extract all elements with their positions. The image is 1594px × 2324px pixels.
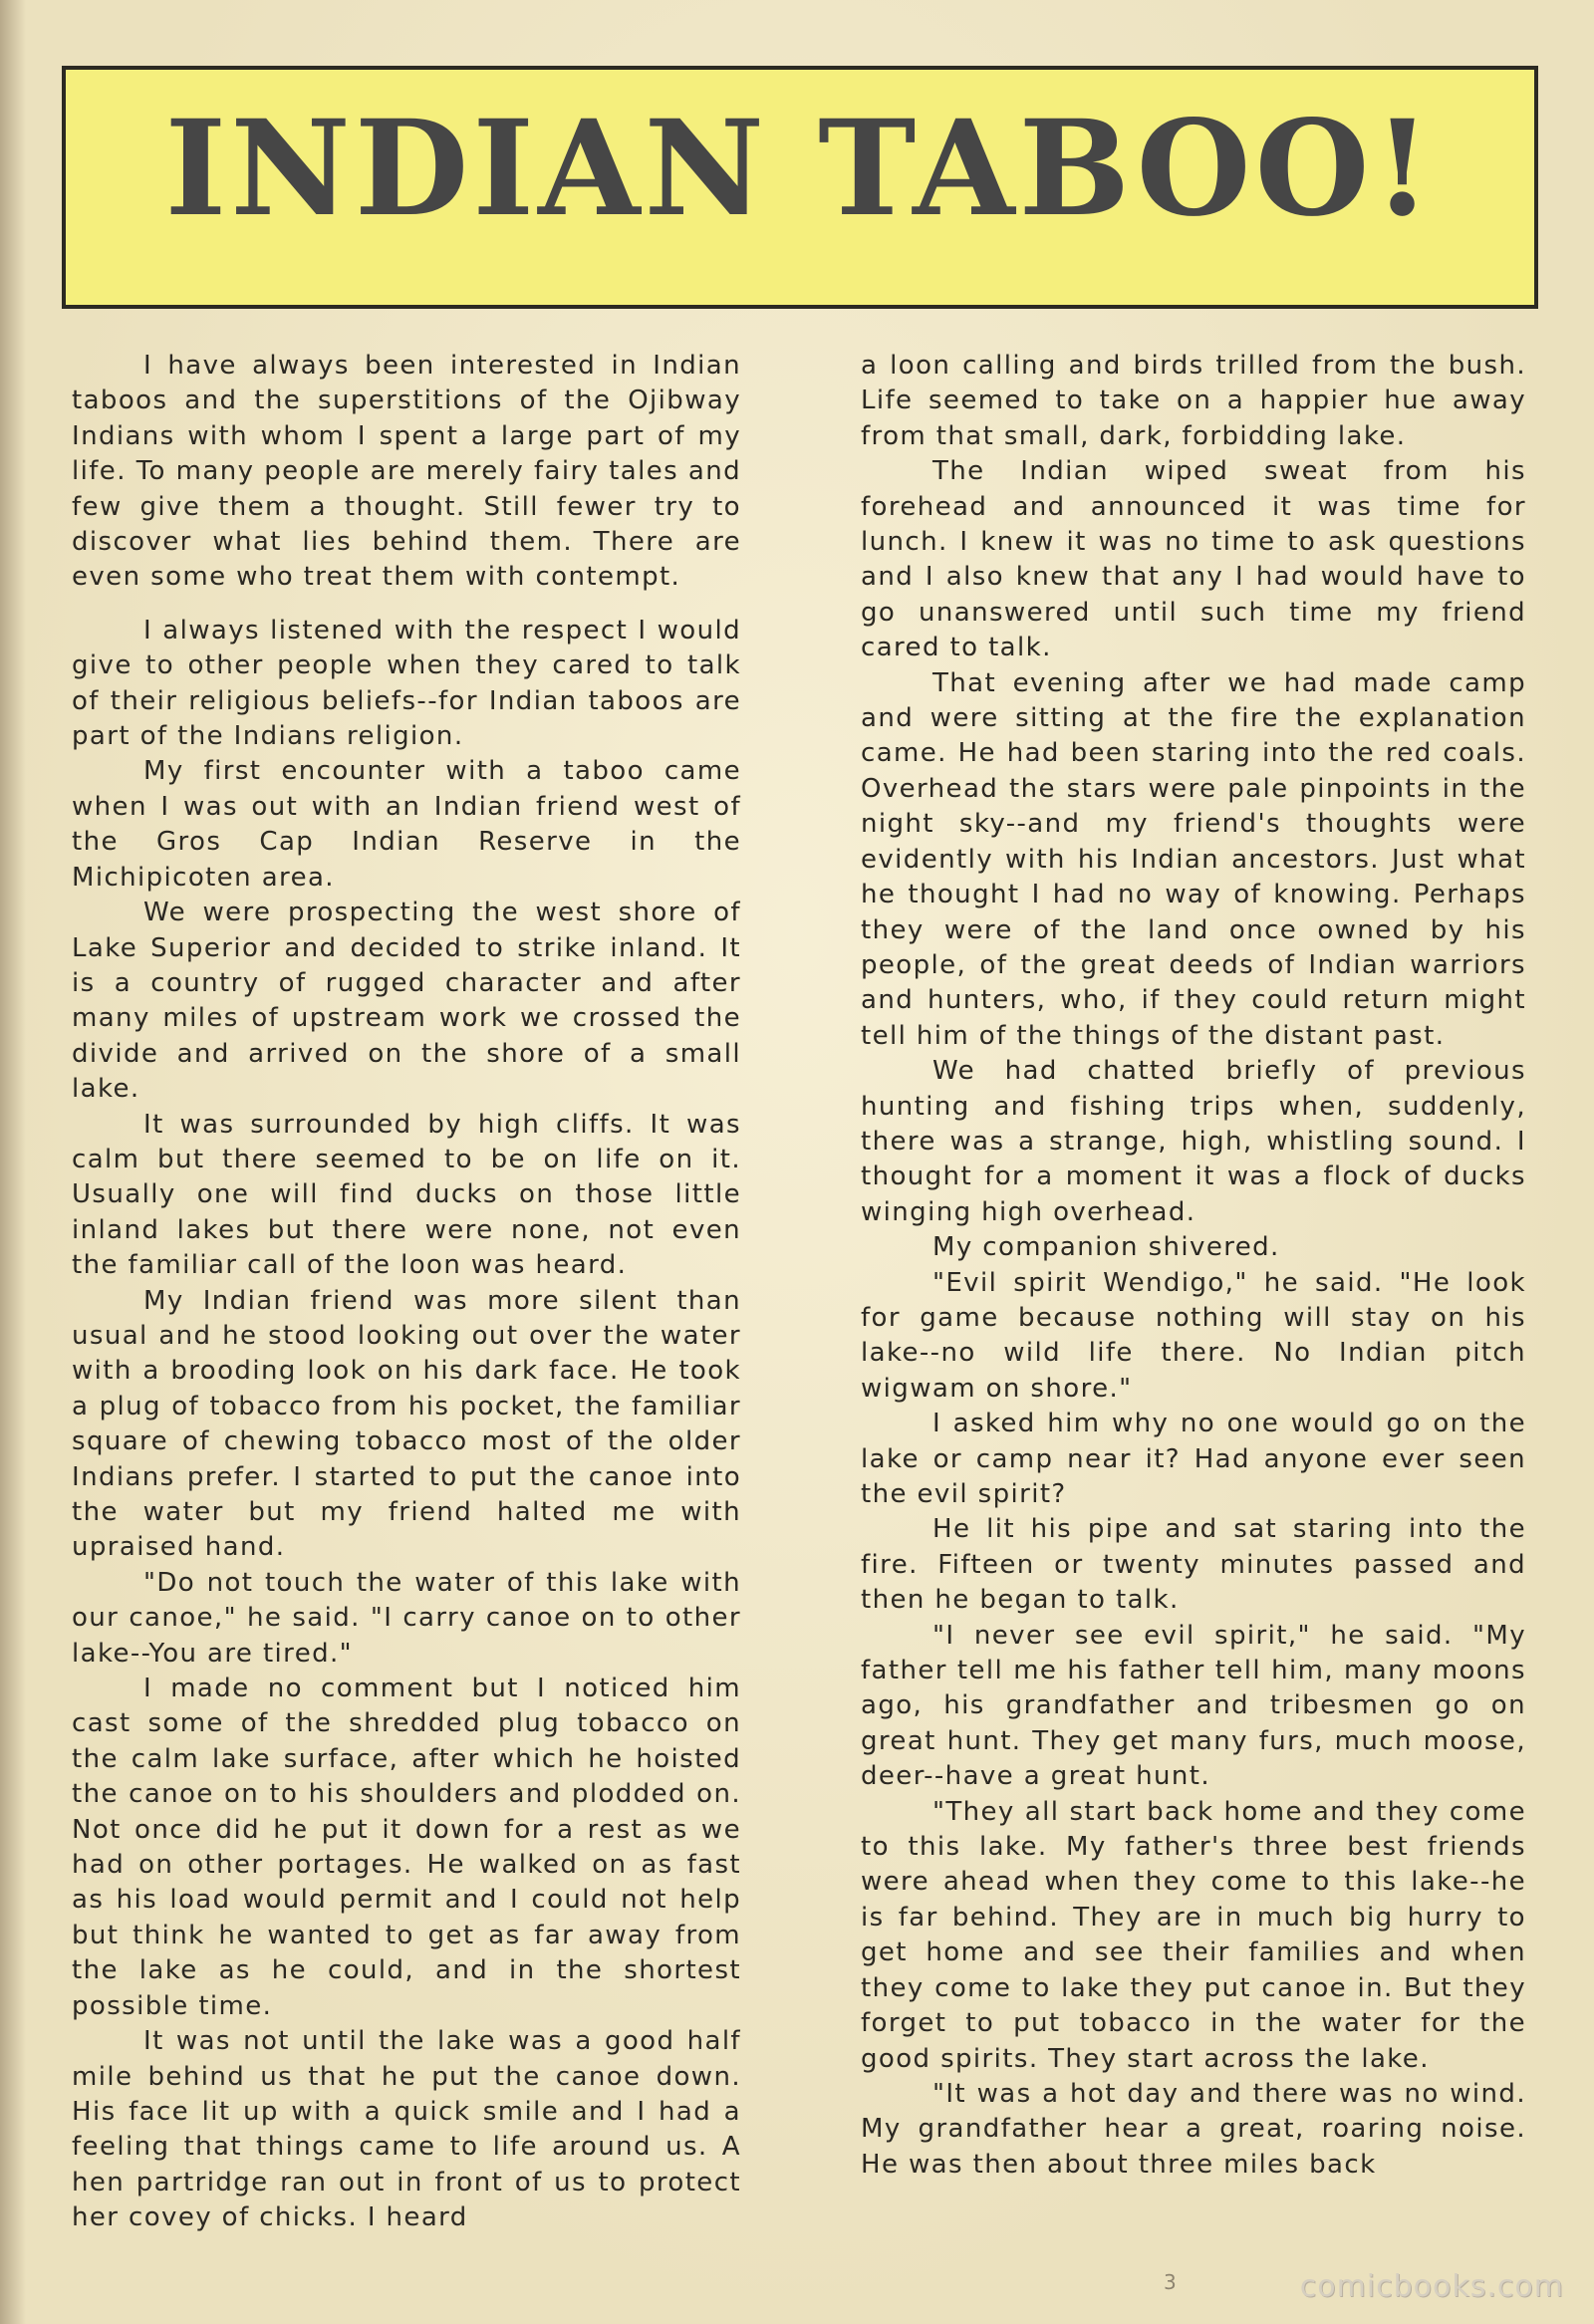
paragraph: We had chatted briefly of previous hunting and fishing trips when, suddenly, there was a strange, high, whistling sound. I thought for a moment it was a flock of ducks winging high overhead.	[861, 1056, 1526, 1227]
paragraph: I always listened with the respect I would give to other people when they cared to talk of their religious beliefs--for Indian taboos are part of the Indians religion.	[72, 615, 741, 752]
page-number: 3	[1164, 2270, 1177, 2294]
paragraph: "Evil spirit Wendigo," he said. "He look for game because nothing will stay on his lake--no wild life there. No Indian pitch wigwam on shore."	[861, 1267, 1526, 1404]
paragraph: I asked him why no one would go on the lake or camp near it? Had anyone ever seen the evil spirit?	[861, 1409, 1526, 1509]
paragraph: That evening after we had made camp and were sitting at the fire the explanation came. He had been staring into the red coals. Overhead the stars were pale pinpoints in the night sky--and my friend's thoughts were evidently with his Indian ancestors. Just what he thought I had no way of knowing. Perhaps they were of the land once owned by his people, of the great deeds of Indian warriors and hunters, who, if they could return might tell him of the things of the distant past.	[861, 667, 1526, 1051]
paragraph: "It was a hot day and there was no wind. My grandfather hear a great, roaring noise. He was then about three miles back	[861, 2078, 1526, 2180]
paragraph: I have always been interested in Indian taboos and the superstitions of the Ojibway Indians with whom I spent a large part of my life. To many people are merely fairy tales and few give them a thought. Still fewer try to discover what lies behind them. There are even some who treat them with contempt.	[72, 351, 741, 593]
paragraph: My Indian friend was more silent than usual and he stood looking out over the water with a brooding look on his dark face. He took a plug of tobacco from his pocket, the familiar square of chewing tobacco most of the older Indians prefer. I started to put the canoe into the water but my friend halted me with upraised hand.	[72, 1285, 741, 1563]
paragraph: We were prospecting the west shore of Lake Superior and decided to strike inland. It is a country of rugged character and after many miles of upstream work we crossed the divide and arrived on the shore of a small lake.	[72, 898, 741, 1105]
title-banner	[62, 66, 1538, 309]
paragraph: It was surrounded by high cliffs. It was calm but there seemed to be on life on it. Usually one will find ducks on those little inland lakes but there were none, not even the familiar call of the loon was heard.	[72, 1109, 741, 1281]
right-text-column	[861, 349, 1526, 2183]
paragraph: I made no comment but I noticed him cast some of the shredded plug tobacco on the calm lake surface, after which he hoisted the canoe on to his shoulders and plodded on. Not once did he put it down for a rest as we had on other portages. He walked on as fast as his load would permit and I could not help but think he wanted to get as far away from the lake as he could, and in the shortest possible time.	[72, 1674, 741, 2021]
watermark: comicbooks.com	[1299, 2269, 1564, 2304]
paragraph: My first encounter with a taboo came when I was out with an Indian friend west of the Gros Cap Indian Reserve in the Michipicoten area.	[72, 756, 741, 893]
page-spine-shadow	[0, 0, 26, 2324]
paragraph: The Indian wiped sweat from his forehead and announced it was time for lunch. I knew it was no time to ask questions and I also knew that any I had would have to go unanswered until such time my friend cared to talk.	[861, 456, 1526, 663]
paragraph: "They all start back home and they come to this lake. My father's three best friends were ahead when they come to this lake--he is far behind. They are in much big hurry to get home and see their families and when they come to lake they put canoe in. But they forget to put tobacco in the water for the good spirits. They start across the lake.	[861, 1796, 1526, 2074]
paragraph: a loon calling and birds trilled from the bush. Life seemed to take on a happier hue away from that small, dark, forbidding lake.	[861, 351, 1526, 451]
paragraph: It was not until the lake was a good half mile behind us that he put the canoe down. His face lit up with a quick smile and I had a feeling that things came to life around us. A hen partridge ran out in front of us to protect her covey of chicks. I heard	[72, 2026, 741, 2233]
paragraph: My companion shivered.	[932, 1232, 1280, 1263]
paragraph: "I never see evil spirit," he said. "My father tell me his father tell him, many moons ago, his grandfather and tribesmen go on great hunt. They get many furs, much moose, deer--have a great hunt.	[861, 1620, 1526, 1792]
paragraph: He lit his pipe and sat staring into the fire. Fifteen or twenty minutes passed and then he began to talk.	[861, 1514, 1526, 1616]
left-text-column	[72, 349, 741, 2236]
paragraph: "Do not touch the water of this lake with our canoe," he said. "I carry canoe on to other lake--You are tired."	[72, 1567, 741, 1669]
article-title: INDIAN TABOO!	[164, 92, 1436, 246]
